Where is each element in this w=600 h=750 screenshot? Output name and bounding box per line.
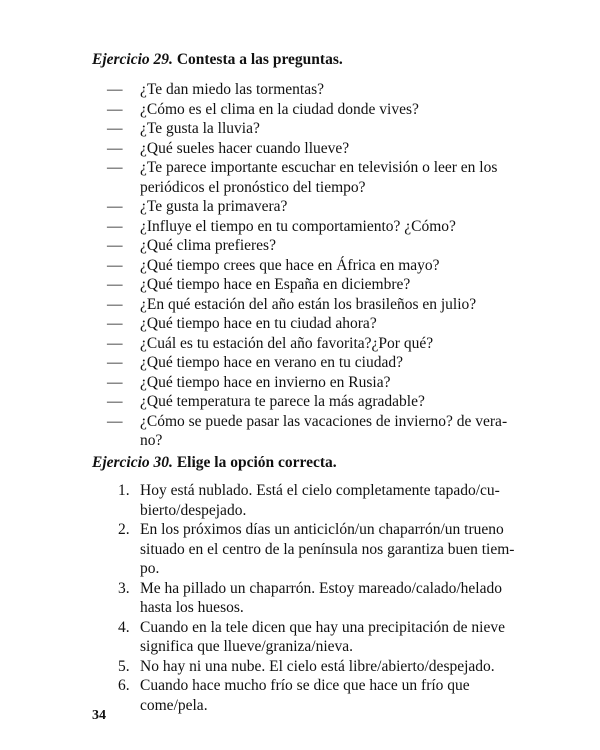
- option-text: En los próximos días un anticiclón/un chaparrón/un trueno situado en el centro de la península nos garantiza buen tiem-po.: [140, 521, 515, 577]
- option-text: Hoy está nublado. Está el cielo completamente tapado/cu-bierto/despejado.: [140, 482, 500, 519]
- option-text: Cuando en la tele dicen que hay una precipitación de nieve significa que llueve/graniza/nieva.: [140, 618, 505, 655]
- exercise-30-options: [118, 481, 528, 715]
- question-text: ¿Te gusta la primavera?: [140, 198, 288, 215]
- question-text: ¿Te dan miedo las tormentas?: [140, 81, 324, 98]
- exercise-30-instruction: Elige la opción correcta.: [176, 454, 337, 471]
- question-item: — ¿Qué tiempo hace en invierno en Rusia?: [107, 373, 391, 391]
- question-item: — ¿Cómo es el clima en la ciudad donde vives?: [107, 100, 419, 118]
- question-text: ¿Qué temperatura te parece la más agradable?: [140, 393, 425, 410]
- question-item: — ¿Qué tiempo hace en España en diciembre?: [107, 276, 411, 293]
- question-text: ¿Cómo es el clima en la ciudad donde vives?: [140, 100, 419, 118]
- question-item: — ¿Influye el tiempo en tu comportamiento? ¿Cómo?: [107, 217, 456, 235]
- option-number: 6.: [118, 677, 130, 694]
- option-text: No hay ni una nube. El cielo está libre/abierto/despejado.: [140, 657, 495, 675]
- exercise-29-questions: [107, 80, 527, 451]
- question-text: ¿Qué sueles hacer cuando llueve?: [140, 139, 350, 157]
- question-text: ¿Qué tiempo hace en España en diciembre?: [140, 276, 411, 293]
- exercise-30-title: [92, 453, 337, 473]
- question-item: — ¿Qué tiempo hace en verano en tu ciudad?: [107, 354, 403, 371]
- question-text: ¿Qué tiempo hace en invierno en Rusia?: [140, 373, 391, 391]
- option-number: 1.: [118, 482, 130, 499]
- option-number: 5.: [118, 657, 130, 675]
- option-item: [118, 657, 528, 677]
- question-text: ¿En qué estación del año están los brasileños en julio?: [140, 295, 477, 313]
- question-item: — ¿Cuál es tu estación del año favorita?¿Por qué?: [107, 334, 434, 352]
- question-item: — ¿En qué estación del año están los brasileños en julio?: [107, 295, 477, 313]
- page-number: 34: [92, 708, 106, 723]
- question-item: — ¿Qué tiempo hace en tu ciudad ahora?: [107, 315, 377, 332]
- exercise-29-label: Ejercicio 29.: [92, 51, 173, 68]
- question-item: — ¿Te gusta la primavera?: [107, 198, 288, 215]
- question-item: — ¿Qué temperatura te parece la más agradable?: [107, 393, 425, 410]
- option-number: 3.: [118, 579, 130, 597]
- option-item: [118, 481, 528, 520]
- question-item: — ¿Cómo se puede pasar las vacaciones de invierno? de vera-no?: [107, 412, 508, 449]
- question-text: ¿Qué tiempo hace en verano en tu ciudad?: [140, 354, 403, 371]
- exercise-29-title: [92, 50, 343, 70]
- option-item: [118, 579, 528, 618]
- option-item: [118, 676, 528, 715]
- question-item: — ¿Qué tiempo crees que hace en África en mayo?: [107, 256, 440, 274]
- question-item: — ¿Te gusta la lluvia?: [107, 120, 260, 137]
- question-item: — ¿Te dan miedo las tormentas?: [107, 81, 324, 98]
- exercise-29-instruction: Contesta a las preguntas.: [176, 51, 343, 68]
- question-text: ¿Cómo se puede pasar las vacaciones de invierno? de vera-no?: [140, 412, 508, 449]
- question-item: — ¿Te parece importante escuchar en televisión o leer en los periódicos el pronóstico del tiempo?: [107, 159, 498, 196]
- question-text: ¿Te parece importante escuchar en televisión o leer en los periódicos el pronóstico del tiempo?: [140, 159, 498, 196]
- question-item: — ¿Qué clima prefieres?: [107, 237, 276, 254]
- question-text: ¿Qué clima prefieres?: [140, 237, 276, 254]
- option-number: 4.: [118, 618, 130, 636]
- option-item: [118, 520, 528, 579]
- question-text: ¿Influye el tiempo en tu comportamiento? ¿Cómo?: [140, 217, 456, 235]
- question-text: ¿Cuál es tu estación del año favorita?¿Por qué?: [140, 334, 434, 352]
- question-text: ¿Qué tiempo crees que hace en África en mayo?: [140, 256, 440, 274]
- option-item: [118, 618, 528, 657]
- option-number: 2.: [118, 521, 130, 538]
- question-text: ¿Te gusta la lluvia?: [140, 120, 260, 137]
- question-text: ¿Qué tiempo hace en tu ciudad ahora?: [140, 315, 377, 332]
- option-text: Cuando hace mucho frío se dice que hace un frío que come/pela.: [140, 677, 470, 714]
- question-item: — ¿Qué sueles hacer cuando llueve?: [107, 139, 350, 157]
- exercise-30-label: Ejercicio 30.: [92, 454, 173, 471]
- option-text: Me ha pillado un chaparrón. Estoy mareado/calado/helado hasta los huesos.: [140, 579, 502, 616]
